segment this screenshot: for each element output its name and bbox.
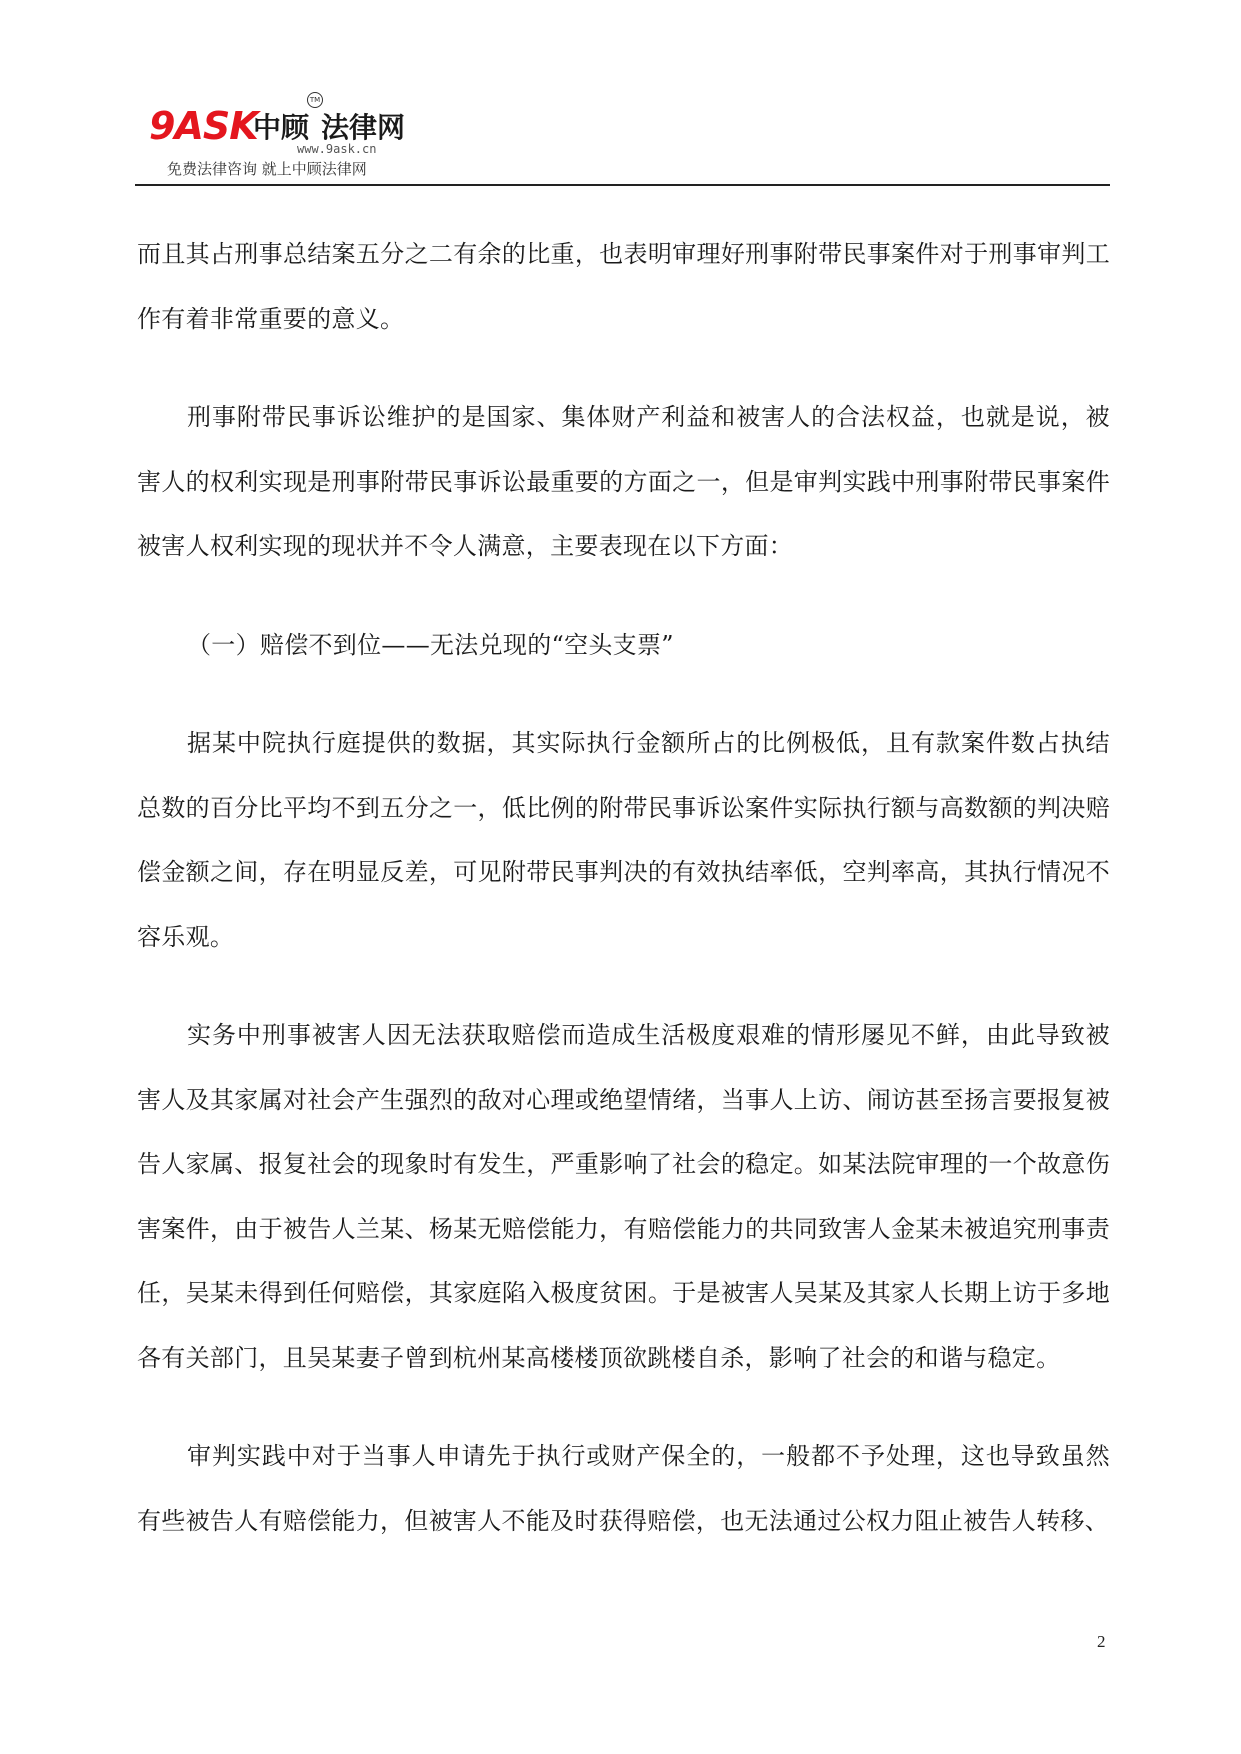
logo-slogan: 免费法律咨询 就上中顾法律网 [167, 160, 367, 178]
page-header [135, 92, 1110, 184]
logo-name-part-1: 中顾 [253, 111, 310, 144]
logo-url: www.9ask.cn [297, 142, 377, 156]
trademark-icon: TM [307, 92, 323, 108]
paragraph-5: 审判实践中对于当事人申请先于执行或财产保全的，一般都不予处理，这也导致虽然有些被告人有赔偿能力，但被害人不能及时获得赔偿，也无法通过公权力阻止被告人转移、 [137, 1442, 1110, 1535]
page-number: 2 [1097, 1632, 1106, 1651]
site-logo[interactable] [149, 92, 409, 182]
paragraph-3: 据某中院执行庭提供的数据，其实际执行金额所占的比例极低，且有款案件数占执结总数的百分比平均不到五分之一，低比例的附带民事诉讼案件实际执行额与高数额的判决赔偿金额之间，存在明显反差，可见附带民事判决的有效执结率低，空判率高，其执行情况不容乐观。 [137, 729, 1110, 951]
paragraph-2: 刑事附带民事诉讼维护的是国家、集体财产利益和被害人的合法权益，也就是说，被害人的权利实现是刑事附带民事诉讼最重要的方面之一，但是审判实践中刑事附带民事案件被害人权利实现的现状并不令人满意，主要表现在以下方面： [137, 403, 1110, 560]
paragraph-4: 实务中刑事被害人因无法获取赔偿而造成生活极度艰难的情形屡见不鲜，由此导致被害人及其家属对社会产生强烈的敌对心理或绝望情绪，当事人上访、闹访甚至扬言要报复被告人家属、报复社会的现象时有发生，严重影响了社会的稳定。如某法院审理的一个故意伤害案件，由于被告人兰某、杨某无赔偿能力，有赔偿能力的共同致害人金某未被追究刑事责任，吴某未得到任何赔偿，其家庭陷入极度贫困。于是被害人吴某及其家人长期上访于多地各有关部门，且吴某妻子曾到杭州某高楼楼顶欲跳楼自杀，影响了社会的和谐与稳定。 [137, 1021, 1110, 1372]
section-heading: （一）赔偿不到位——无法兑现的“空头支票” [187, 630, 674, 659]
logo-site-name [253, 106, 405, 146]
document-body [137, 222, 1110, 1553]
logo-name-part-2: 法律网 [321, 111, 406, 144]
logo-ask-mark: 9ASK [149, 104, 258, 148]
header-divider [135, 184, 1110, 186]
paragraph-1: 而且其占刑事总结案五分之二有余的比重，也表明审理好刑事附带民事案件对于刑事审判工作有着非常重要的意义。 [137, 240, 1110, 333]
